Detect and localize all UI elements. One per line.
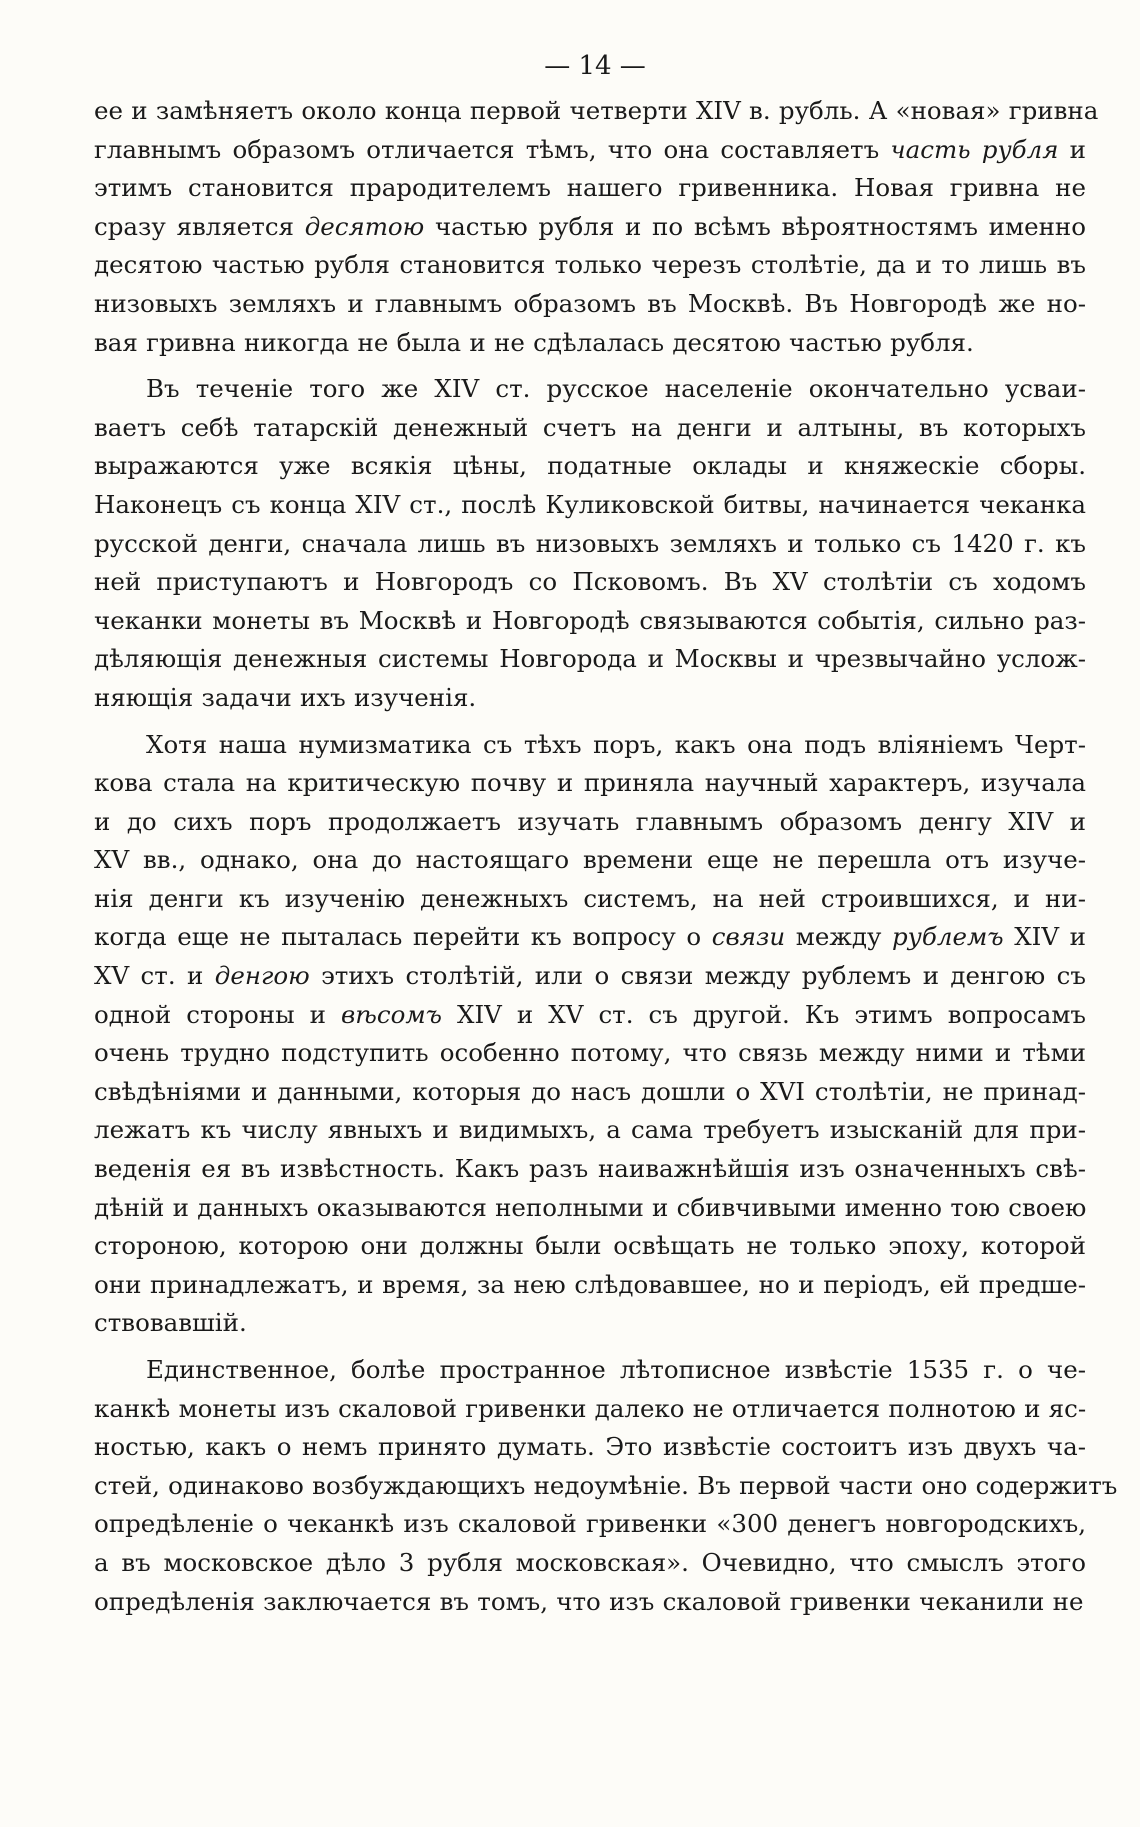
text-line: ее и замѣняетъ около конца первой четверти XIV в. рубль. А «новая» гривна: [94, 96, 1099, 125]
text-line: Наконецъ съ конца XIV ст., послѣ Куликовской битвы, начинается чеканка: [94, 489, 1086, 519]
text-line: ностью, какъ о немъ принято думать. Это извѣстіе состоитъ изъ двухъ ча-: [94, 1432, 1086, 1462]
text-line: низовыхъ земляхъ и главнымъ образомъ въ Москвѣ. Въ Новгородѣ же но-: [94, 288, 1086, 318]
text-line: стороною, которою они должны были освѣщать не только эпоху, которой: [94, 1231, 1086, 1261]
text-line: ней приступаютъ и Новгородъ со Псковомъ. Въ XV столѣтіи съ ходомъ: [94, 567, 1086, 597]
text-line: Хотя наша нумизматика съ тѣхъ поръ, какъ она подъ вліяніемъ Черт-: [146, 729, 1086, 759]
text-line: очень трудно подступить особенно потому, что связь между ними и тѣми: [94, 1038, 1086, 1068]
page-body: [94, 92, 1118, 1621]
paragraph: [94, 1351, 1118, 1621]
text-line: ствовавшій.: [94, 1308, 247, 1338]
text-line: свѣдѣніями и данными, которыя до насъ дошли о XVI столѣтіи, не принад-: [94, 1076, 1086, 1106]
text-line: кова стала на критическую почву и приняла научный характеръ, изучала: [94, 768, 1086, 798]
text-line: этимъ становится прародителемъ нашего гривенника. Новая гривна не: [94, 173, 1086, 203]
text-line: а въ московское дѣло 3 рубля московская». Очевидно, что смыслъ этого: [94, 1547, 1086, 1577]
text-line: дѣляющія денежныя системы Новгорода и Москвы и чрезвычайно услож-: [94, 644, 1086, 674]
text-line: одной стороны и вѣсомъ XIV и XV ст. съ другой. Къ этимъ вопросамъ: [94, 999, 1086, 1029]
text-line: когда еще не пыталась перейти къ вопросу о связи между рублемъ XIV и: [94, 922, 1086, 952]
italic-emphasis: вѣсомъ: [341, 999, 442, 1029]
text-line: опредѣленія заключается въ томъ, что изъ скаловой гривенки чеканили не: [94, 1586, 1084, 1616]
text-line: опредѣленіе о чеканкѣ изъ скаловой гривенки «300 денегъ новгородскихъ,: [94, 1509, 1086, 1539]
page-number: — 14 —: [544, 51, 646, 81]
text-line: канкѣ монеты изъ скаловой гривенки далеко не отличается полнотою и яс-: [94, 1393, 1087, 1423]
italic-emphasis: часть рубля: [890, 134, 1059, 164]
paragraph: [94, 92, 1099, 362]
text-line: десятою частью рубля становится только черезъ столѣтіе, да и то лишь въ: [94, 250, 1086, 280]
text-line: сразу является десятою частью рубля и по всѣмъ вѣроятностямъ именно: [94, 211, 1086, 241]
text-line: ваетъ себѣ татарскій денежный счетъ на денги и алтыны, въ которыхъ: [94, 412, 1086, 442]
text-line: няющія задачи ихъ изученія.: [94, 682, 477, 712]
paragraph: [94, 726, 1086, 1344]
text-line: XV ст. и денгою этихъ столѣтій, или о связи между рублемъ и денгою съ: [94, 961, 1086, 991]
text-line: нія денги къ изученію денежныхъ системъ, на ней строившихся, и ни-: [94, 883, 1086, 913]
text-line: Единственное, болѣе пространное лѣтописное извѣстіе 1535 г. о че-: [146, 1355, 1086, 1384]
paragraph: [94, 370, 1086, 717]
text-line: главнымъ образомъ отличается тѣмъ, что она составляетъ часть рубля и: [94, 134, 1086, 164]
text-line: и до сихъ поръ продолжаетъ изучать главнымъ образомъ денгу XIV и: [94, 806, 1086, 836]
text-line: лежатъ къ числу явныхъ и видимыхъ, а сама требуетъ изысканій для при-: [94, 1115, 1086, 1145]
text-line: вая гривна никогда не была и не сдѣлалась десятою частью рубля.: [94, 327, 974, 357]
text-line: веденія ея въ извѣстность. Какъ разъ наиважнѣйшія изъ означенныхъ свѣ-: [94, 1154, 1086, 1184]
text-line: XV вв., однако, она до настоящаго времени еще не перешла отъ изуче-: [94, 845, 1086, 875]
text-line: русской денги, сначала лишь въ низовыхъ земляхъ и только съ 1420 г. къ: [94, 528, 1086, 558]
text-line: выражаются уже всякія цѣны, податные оклады и княжескіе сборы.: [94, 451, 1086, 481]
text-line: стей, одинаково возбуждающихъ недоумѣніе. Въ первой части оно содержитъ: [94, 1470, 1118, 1500]
italic-emphasis: связи: [711, 922, 786, 952]
italic-emphasis: денгою: [214, 961, 310, 991]
text-line: чеканки монеты въ Москвѣ и Новгородѣ связываются событія, сильно раз-: [94, 605, 1086, 635]
text-line: они принадлежатъ, и время, за нею слѣдовавшее, но и періодъ, ей предше-: [94, 1269, 1086, 1299]
text-line: Въ теченіе того же XIV ст. русское населеніе окончательно усваи-: [146, 374, 1086, 404]
italic-emphasis: рублемъ: [892, 922, 1004, 952]
text-line: дѣній и данныхъ оказываются неполными и сбивчивыми именно тою своею: [94, 1192, 1087, 1222]
italic-emphasis: десятою: [304, 211, 425, 241]
